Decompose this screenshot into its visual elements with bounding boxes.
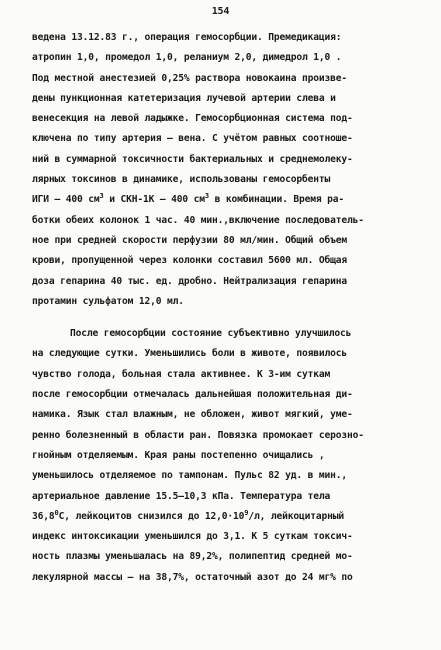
text-line: артериальное давление 15.5–10,3 кПа. Температура тела bbox=[32, 490, 331, 502]
text-line: ное при средней скорости перфузии 80 мл/мин. Общий объем bbox=[32, 234, 348, 246]
text-run: и СКН-1К – 400 см bbox=[103, 194, 205, 206]
page-number: 154 bbox=[211, 6, 230, 17]
text-run: в комбинации. Время ра- bbox=[208, 194, 344, 206]
text-line: дены пункционная катетеризация лучевой артерии слева и bbox=[32, 92, 336, 104]
text-line: индекс интоксикации уменьшился до 3,1. К 5 суткам токсич- bbox=[32, 531, 353, 543]
superscript: 3 bbox=[204, 192, 209, 201]
text-run: 36,8 bbox=[32, 510, 55, 522]
text-line: ний в суммарной токсичности бактериальных и среднемолеку- bbox=[32, 153, 353, 165]
text-line: уменьшилось отделяемое по тампонам. Пульс 82 уд. в мин., bbox=[32, 470, 348, 482]
superscript: 0 bbox=[54, 508, 59, 517]
superscript: 9 bbox=[244, 508, 249, 517]
text-line: ботки обеих колонок 1 час. 40 мин.,включение последователь- bbox=[32, 214, 364, 226]
text-line: Под местной анестезией 0,25% раствора новокаина произве- bbox=[32, 72, 348, 84]
text-run: /л, лейкоцитарный bbox=[248, 510, 344, 522]
superscript: 3 bbox=[99, 192, 104, 201]
text-line: ность плазмы уменьшалась на 89,2%, полипептид средней мо- bbox=[32, 551, 353, 563]
text-line: После гемосорбции состояние субъективно улучшилось bbox=[70, 328, 352, 340]
text-line: лекулярной массы – на 38,7%, остаточный азот до 24 мг% по bbox=[32, 571, 353, 583]
text-line: гнойным отделяемым. Края раны постепенно очищались , bbox=[32, 449, 325, 461]
text-line: протамин сульфатом 12,0 мл. bbox=[32, 295, 184, 307]
text-line: ключена по типу артерия – вена. С учётом равных соотноше- bbox=[32, 133, 353, 145]
text-line: атропин 1,0, промедол 1,0, реланиум 2,0, димедрол 1,0 . bbox=[32, 52, 342, 64]
text-line: венесекция на левой ладыжке. Гемосорбционная система под- bbox=[32, 113, 353, 125]
text-line-leukocytes bbox=[32, 507, 412, 527]
paragraph-gap bbox=[32, 312, 412, 324]
text-line: ведена 13.12.83 г., операция гемосорбции. Премедикация: bbox=[32, 32, 342, 43]
text-line: чувство голода, больная стала активнее. К 3-им суткам bbox=[32, 368, 331, 380]
text-line: лярных токсинов в динамике, использованы гемосорбенты bbox=[32, 174, 331, 186]
text-line: ренно болезненный в области ран. Повязка промокает серозно- bbox=[32, 429, 364, 441]
text-line: после гемосорбции отмечалась дальнейшая положительная ди- bbox=[32, 389, 353, 401]
text-run: С, лейкоцитов снизился до 12,0·10 bbox=[58, 510, 245, 522]
text-line: намика. Язык стал влажным, не обложен, живот мягкий, уме- bbox=[32, 409, 353, 421]
document-body bbox=[32, 28, 412, 588]
text-line-hemosorbents bbox=[32, 190, 412, 210]
text-line: крови, пропущенной через колонки составил 5600 мл. Общая bbox=[32, 255, 348, 267]
text-line: доза гепарина 40 тыс. ед. дробно. Нейтрализация гепарина bbox=[32, 275, 348, 287]
text-run: ИГИ – 400 см bbox=[32, 194, 100, 206]
text-line: на следующие сутки. Уменьшились боли в животе, появилось bbox=[32, 348, 348, 360]
